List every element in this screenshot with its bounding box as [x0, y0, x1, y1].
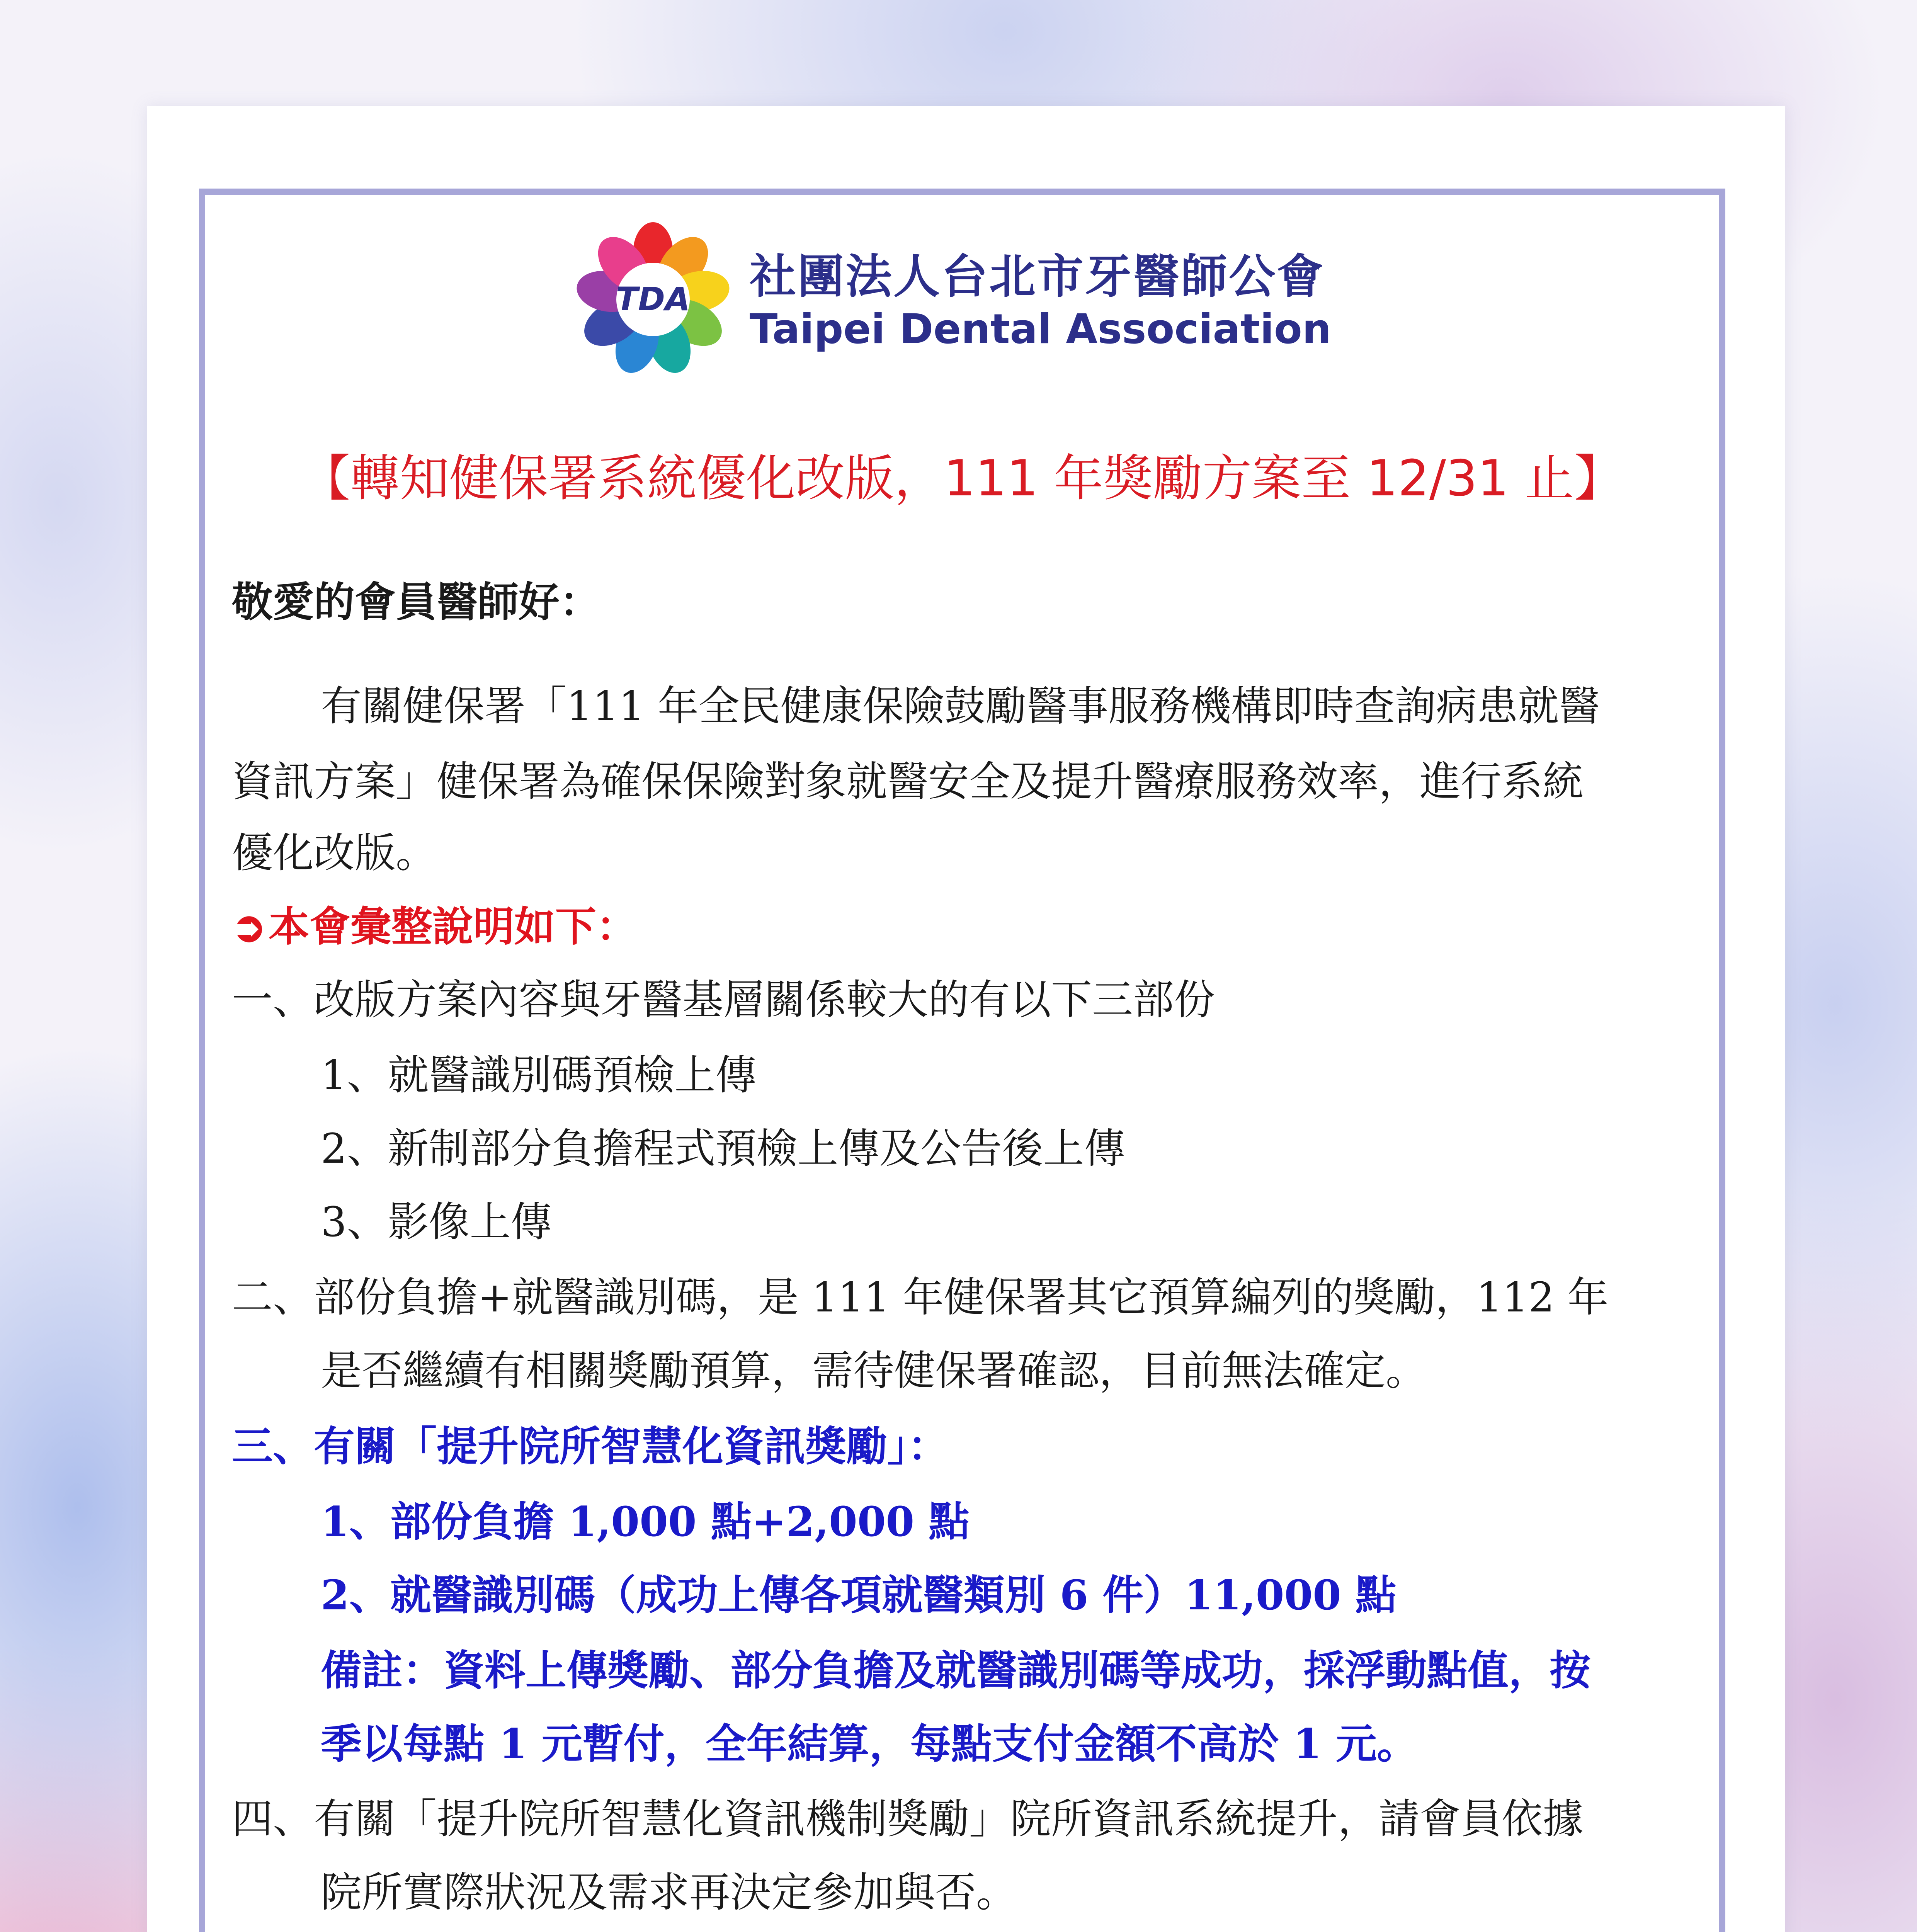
- item-two: [232, 1274, 1609, 1321]
- greeting: 敬愛的會員醫師好：: [232, 578, 600, 626]
- item-two-line-2: 是否繼續有相關獎勵預算，需待健保署確認，目前無法確定。: [321, 1347, 1427, 1395]
- item-one-sub-1: 1、就醫識別碼預檢上傳: [321, 1051, 757, 1099]
- org-name-zh: 社團法人台北市牙醫師公會: [750, 250, 1325, 304]
- item-four-line-2: 院所實際狀況及需求再決定參加與否。: [321, 1869, 1017, 1916]
- item-four-marker: 四、: [232, 1795, 314, 1843]
- item-three-marker: 三、: [232, 1422, 314, 1470]
- item-three-sub-2: 2、就醫識別碼（成功上傳各項就醫類別 6 件）11,000 點: [321, 1571, 1397, 1619]
- item-four-line-1: 有關「提升院所智慧化資訊機制獎勵」院所資訊系統提升，請會員依據: [314, 1795, 1584, 1843]
- item-three-note-line-2: 季以每點 1 元暫付，全年結算，每點支付金額不高於 1 元。: [321, 1719, 1418, 1768]
- item-one: [232, 976, 1215, 1024]
- tda-logo-icon: [572, 218, 734, 381]
- summary-heading: [232, 902, 637, 951]
- item-three: [232, 1422, 949, 1470]
- summary-heading-text: 本會彙整說明如下：: [268, 902, 637, 951]
- logo-text: TDA: [616, 280, 691, 318]
- item-two-marker: 二、: [232, 1274, 314, 1321]
- notice-title: 【轉知健保署系統優化改版，111 年獎勵方案至 12/31 止】: [301, 450, 1624, 507]
- item-one-marker: 一、: [232, 976, 314, 1024]
- item-three-sub-1: 1、部份負擔 1,000 點+2,000 點: [321, 1497, 970, 1546]
- item-one-sub-3: 3、影像上傳: [321, 1198, 552, 1246]
- item-three-text: 有關「提升院所智慧化資訊獎勵」：: [314, 1422, 949, 1470]
- intro-line-1: 有關健保署「111 年全民健康保險鼓勵醫事服務機構即時查詢病患就醫: [321, 682, 1600, 730]
- intro-line-3: 優化改版。: [232, 829, 437, 877]
- item-three-note-line-1: 備註：資料上傳獎勵、部分負擔及就醫識別碼等成功，採浮動點值，按: [321, 1646, 1590, 1694]
- arrow-icon: ➲: [232, 902, 266, 951]
- item-one-sub-2: 2、新制部分負擔程式預檢上傳及公告後上傳: [321, 1125, 1125, 1172]
- item-one-text: 改版方案內容與牙醫基層關係較大的有以下三部份: [314, 976, 1215, 1024]
- item-four: [232, 1795, 1584, 1843]
- item-two-line-1: 部份負擔+就醫識別碼，是 111 年健保署其它預算編列的獎勵，112 年: [314, 1274, 1609, 1321]
- org-name-en: Taipei Dental Association: [750, 305, 1332, 353]
- intro-line-2: 資訊方案」健保署為確保保險對象就醫安全及提升醫療服務效率，進行系統: [232, 758, 1584, 805]
